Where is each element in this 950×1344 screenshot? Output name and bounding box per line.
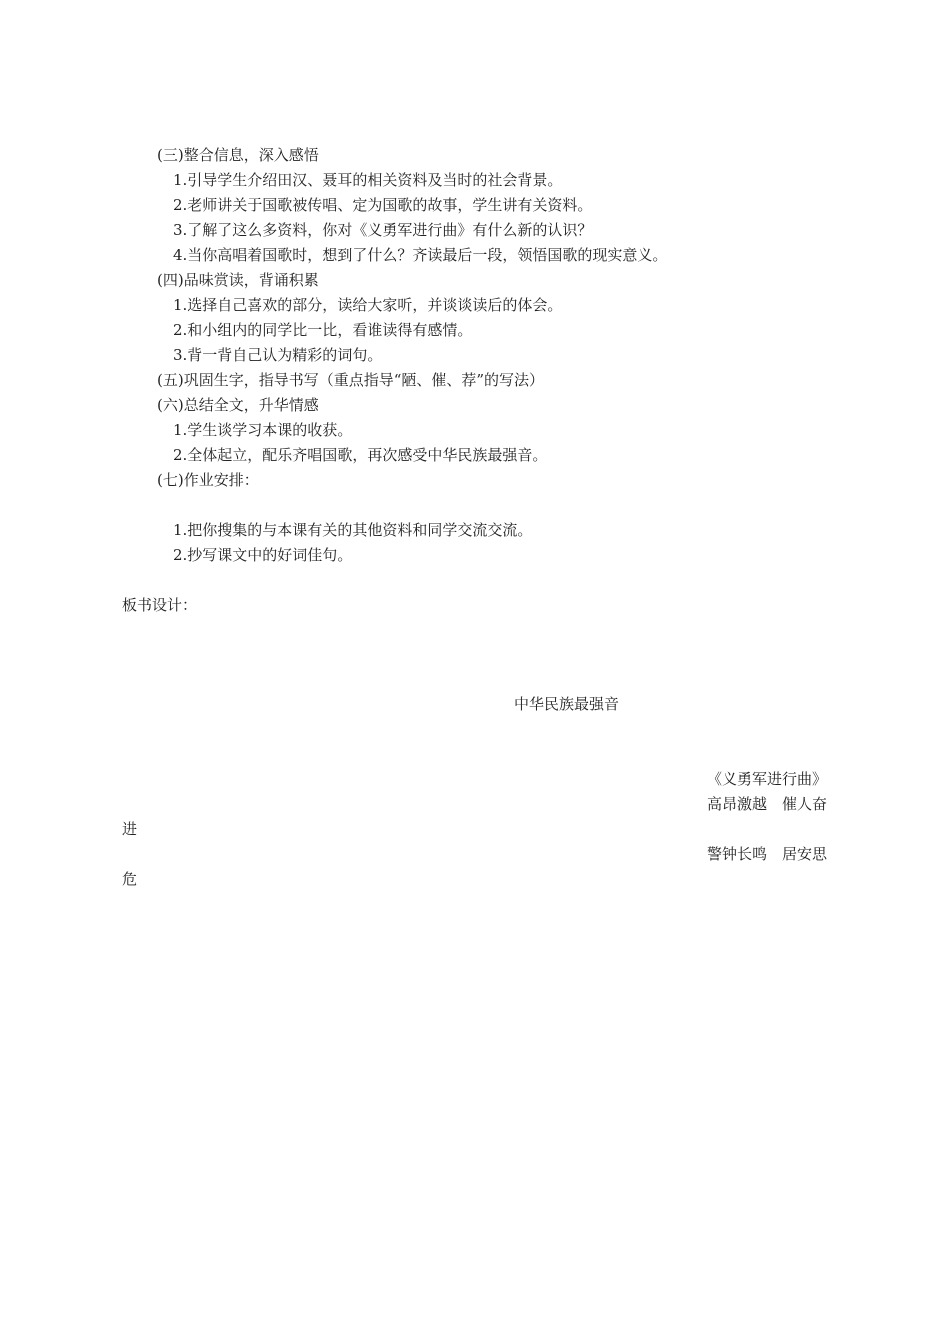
section-6-item-1: 1.学生谈学习本课的收获。	[173, 421, 353, 439]
board-line-1: 高昂激越 催人奋	[706, 795, 827, 813]
board-line-2: 警钟长鸣 居安思	[706, 845, 827, 863]
section-4-item-3: 3.背一背自己认为精彩的词句。	[173, 346, 383, 364]
section-4-item-1: 1.选择自己喜欢的部分，读给大家听，并谈谈读后的体会。	[173, 296, 563, 314]
board-design-label: 板书设计：	[122, 596, 198, 614]
section-3-item-3: 3.了解了这么多资料，你对《义勇军进行曲》有什么新的认识？	[173, 221, 593, 239]
section-6-heading: (六)总结全文，升华情感	[157, 396, 319, 414]
section-4-item-2: 2.和小组内的同学比一比，看谁读得有感情。	[173, 321, 473, 339]
section-7-item-2: 2.抄写课文中的好词佳句。	[173, 546, 353, 564]
section-7-item-1: 1.把你搜集的与本课有关的其他资料和同学交流交流。	[173, 521, 533, 539]
board-song-title: 《义勇军进行曲》	[706, 770, 827, 788]
section-6-item-2: 2.全体起立，配乐齐唱国歌，再次感受中华民族最强音。	[173, 446, 548, 464]
section-3-item-1: 1.引导学生介绍田汉、聂耳的相关资料及当时的社会背景。	[173, 171, 563, 189]
section-5-heading: (五)巩固生字，指导书写（重点指导“陋、催、荐”的写法）	[157, 371, 545, 389]
section-3-item-4: 4.当你高唱着国歌时，想到了什么？齐读最后一段，领悟国歌的现实意义。	[173, 246, 668, 264]
section-4-heading: (四)品味赏读，背诵积累	[157, 271, 319, 289]
board-line-2-wrap: 危	[122, 870, 138, 888]
board-title: 中华民族最强音	[514, 695, 620, 713]
board-line-1-wrap: 进	[122, 820, 138, 838]
section-7-heading: (七)作业安排：	[157, 471, 259, 489]
section-3-heading: (三)整合信息，深入感悟	[157, 146, 319, 164]
section-3-item-2: 2.老师讲关于国歌被传唱、定为国歌的故事，学生讲有关资料。	[173, 196, 593, 214]
